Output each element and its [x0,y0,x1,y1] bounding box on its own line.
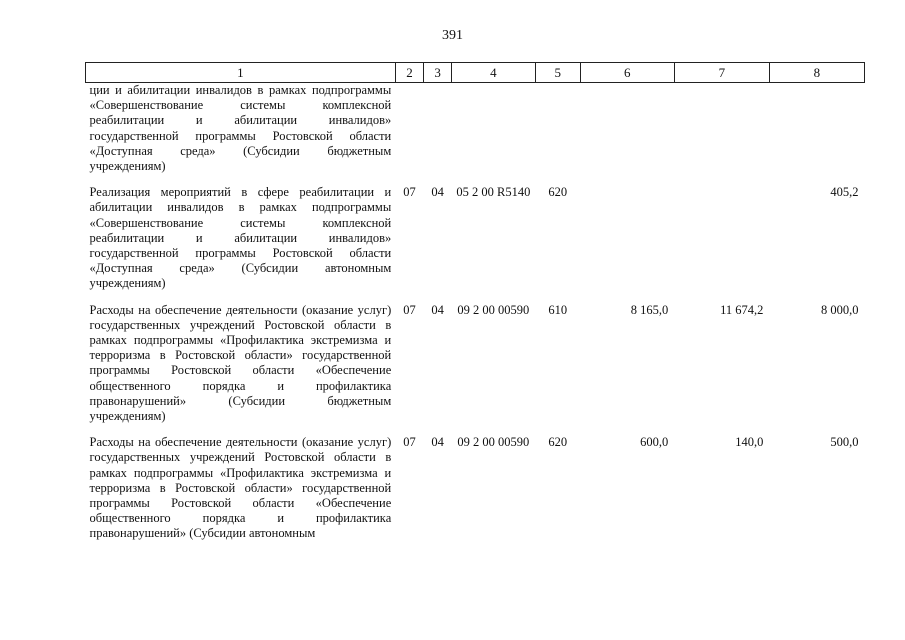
cell-target-article [451,83,535,175]
cell-amount-year-1: 8 165,0 [630,302,669,317]
row-description: Расходы на обеспечение деятельности (оказание услуг) государственных учреждений Ростовской области в рамках подпрограммы «Профилактика экстремизма и терроризма в Ростовской области» государственной программы Ростовской области «Обеспечение общественного порядка и профилактика правонарушений» (Субсидии автономным [89,435,392,541]
cell-amount-year-3: 8 000,0 [821,302,859,317]
row-description: Расходы на обеспечение деятельности (оказание услуг) государственных учреждений Ростовской области в рамках подпрограммы «Профилактика экстремизма и терроризма в Ростовской области» государственной программы Ростовской области «Обеспечение общественного порядка и профилактика правонарушений» (Субсидии бюджетным учреждениям) [89,302,392,424]
cell-subsection: 04 [431,435,444,450]
cell-section [395,83,424,175]
header-col-2: 2 [395,63,424,83]
header-col-6: 6 [580,63,674,83]
row-description: ции и абилитации инвалидов в рамках подпрограммы «Совершенствование системы комплексной реабилитации и абилитации инвалидов» государственной программы Ростовской области «Доступная среда» (Субсидии бюджетным учреждениям) [89,83,392,174]
cell-subsection [424,83,452,175]
header-col-4: 4 [451,63,535,83]
table-header [86,63,865,83]
table-row [86,424,865,541]
cell-amount-year-3 [769,83,864,175]
table-body [86,83,865,542]
cell-section: 07 [403,185,416,200]
cell-target-article: 09 2 00 00590 [457,435,530,450]
cell-target-article: 05 2 00 R5140 [456,185,531,200]
cell-subsection: 04 [431,302,444,317]
cell-amount-year-1 [580,174,674,291]
cell-expense-type: 620 [548,185,568,200]
header-col-5: 5 [535,63,580,83]
cell-amount-year-1 [580,83,674,175]
cell-amount-year-1: 600,0 [640,435,669,450]
header-col-8: 8 [769,63,864,83]
cell-expense-type [535,83,580,175]
header-col-7: 7 [674,63,769,83]
header-row [86,63,865,83]
cell-amount-year-2: 11 674,2 [720,302,764,317]
cell-amount-year-2 [674,83,769,175]
cell-section: 07 [403,302,416,317]
cell-subsection: 04 [431,185,444,200]
page-number: 391 [442,28,463,43]
table-row [86,174,865,291]
header-col-1: 1 [86,63,396,83]
cell-amount-year-3: 500,0 [830,435,859,450]
cell-expense-type: 620 [548,435,568,450]
table-row [86,292,865,425]
row-description: Реализация мероприятий в сфере реабилитации и абилитации инвалидов в рамках подпрограммы «Совершенствование системы комплексной реабилитации и абилитации инвалидов» государственной программы Ростовской области «Доступная среда» (Субсидии автономным учреждениям) [89,185,392,291]
budget-table [85,62,865,542]
cell-expense-type: 610 [548,302,568,317]
header-col-3: 3 [424,63,452,83]
cell-amount-year-2: 140,0 [735,435,764,450]
cell-amount-year-3: 405,2 [830,185,859,200]
cell-amount-year-2 [674,174,769,291]
cell-target-article: 09 2 00 00590 [457,302,530,317]
table-row [86,83,865,175]
cell-section: 07 [403,435,416,450]
